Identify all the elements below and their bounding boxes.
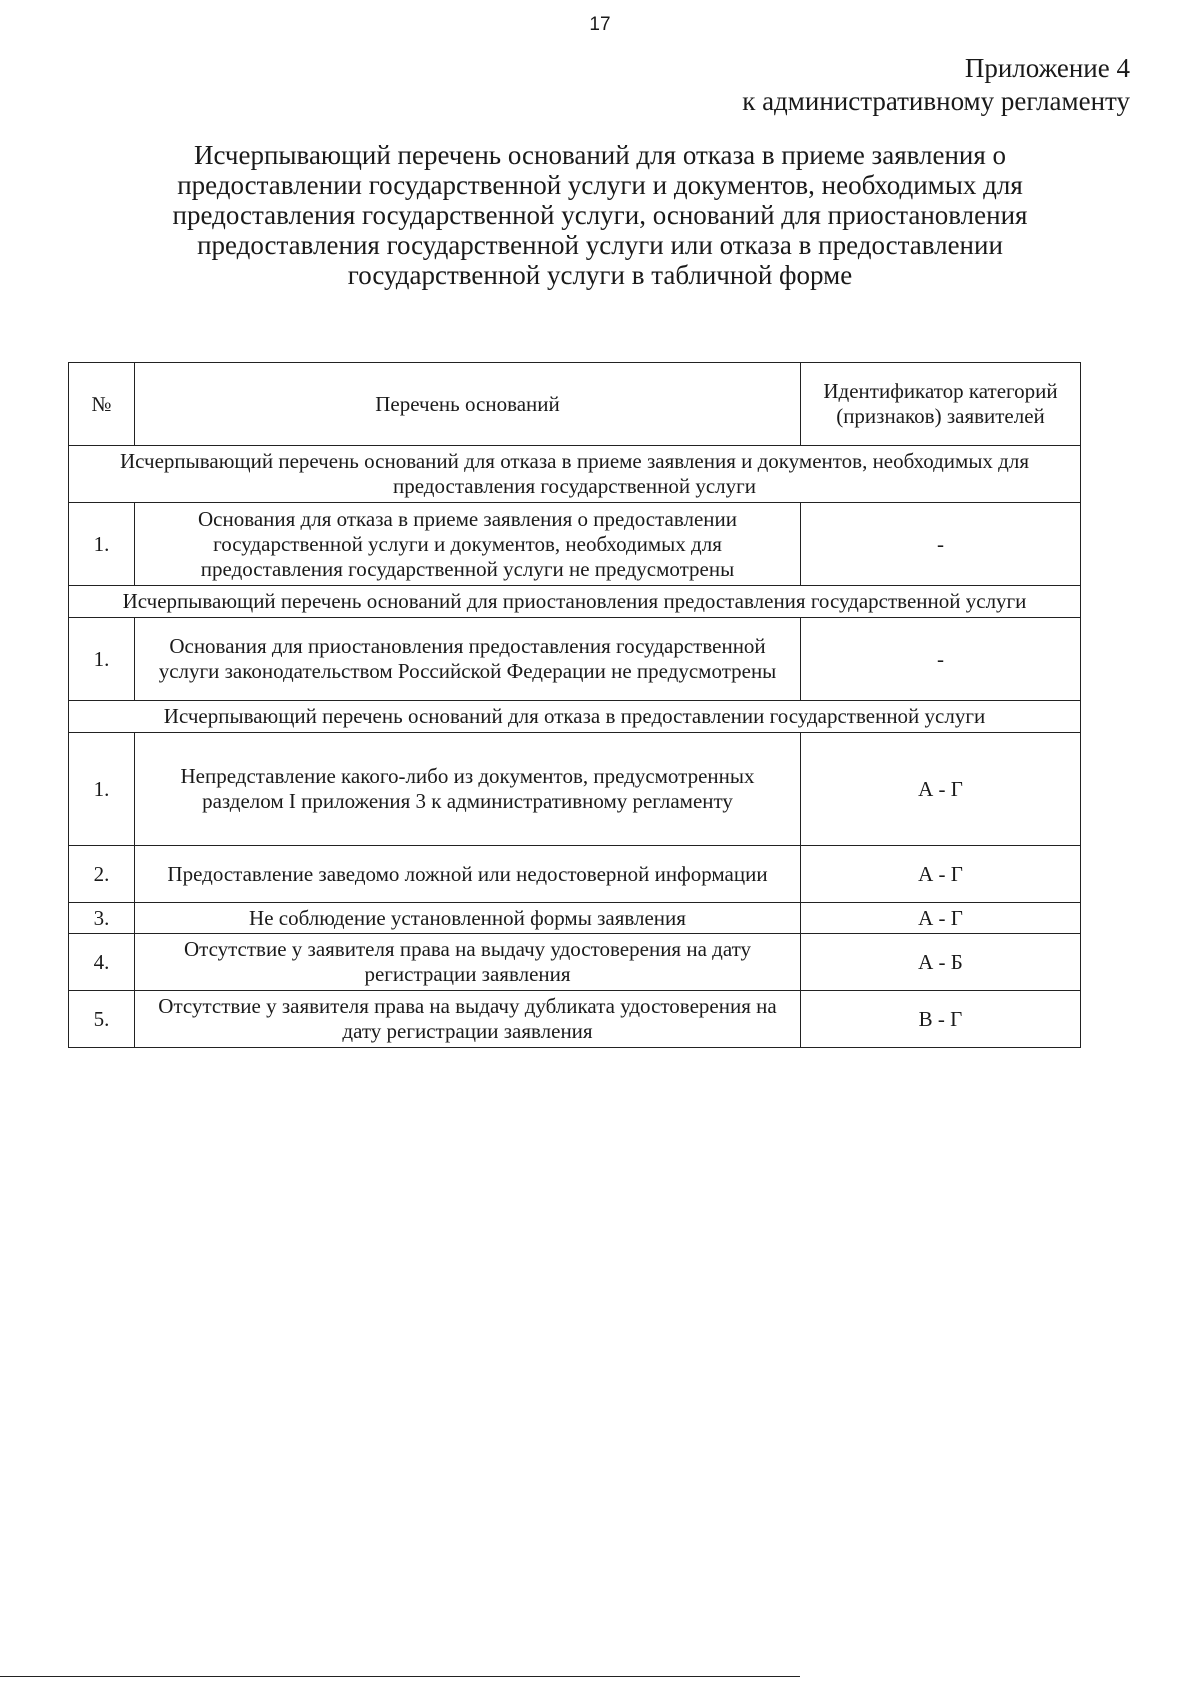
row-number: 1. — [69, 733, 135, 846]
table-row — [69, 934, 1081, 991]
table-row — [69, 846, 1081, 903]
page-number: 17 — [589, 14, 611, 35]
row-identifier: - — [801, 503, 1081, 586]
row-identifier: А - Г — [801, 903, 1081, 934]
table-row — [69, 503, 1081, 586]
section-title: Исчерпывающий перечень оснований для отказа в приеме заявления и документов, необходимых для предоставления государственной услуги — [69, 446, 1081, 503]
row-number: 5. — [69, 991, 135, 1048]
row-number: 4. — [69, 934, 135, 991]
table-header-row — [69, 363, 1081, 446]
row-identifier: В - Г — [801, 991, 1081, 1048]
table-row — [69, 903, 1081, 934]
row-identifier: А - Б — [801, 934, 1081, 991]
section-header-row — [69, 701, 1081, 733]
row-text: Основания для отказа в приеме заявления о предоставлении государственной услуги и документов, необходимых для предоставления государственной услуги не предусмотрены — [135, 503, 801, 586]
row-text: Непредставление какого-либо из документов, предусмотренных разделом I приложения 3 к административному регламенту — [135, 733, 801, 846]
row-identifier: - — [801, 618, 1081, 701]
appendix-line-2: к административному регламенту — [742, 86, 1130, 116]
header-identifier: Идентификатор категорий (признаков) заявителей — [801, 363, 1081, 446]
section-title: Исчерпывающий перечень оснований для приостановления предоставления государственной услуги — [69, 586, 1081, 618]
bottom-divider — [0, 1676, 800, 1677]
header-reasons: Перечень оснований — [135, 363, 801, 446]
header-number: № — [69, 363, 135, 446]
section-header-row — [69, 446, 1081, 503]
appendix-line-1: Приложение 4 — [964, 53, 1130, 83]
section-header-row — [69, 586, 1081, 618]
reasons-table — [68, 362, 1081, 1048]
row-identifier: А - Г — [801, 733, 1081, 846]
row-text: Не соблюдение установленной формы заявления — [135, 903, 801, 934]
table-row — [69, 618, 1081, 701]
document-title: Исчерпывающий перечень оснований для отказа в приеме заявления о предоставлении государственной услуги и документов, необходимых для предоставления государственной услуги, оснований для приостановления предоставления государственной услуги или отказа в предоставлении государственной услуги в табличной форме — [172, 140, 1028, 290]
reasons-table-container — [68, 362, 1080, 1048]
row-number: 3. — [69, 903, 135, 934]
row-text: Отсутствие у заявителя права на выдачу удостоверения на дату регистрации заявления — [135, 934, 801, 991]
row-number: 1. — [69, 503, 135, 586]
row-number: 2. — [69, 846, 135, 903]
row-number: 1. — [69, 618, 135, 701]
table-row — [69, 733, 1081, 846]
table-row — [69, 991, 1081, 1048]
row-text: Предоставление заведомо ложной или недостоверной информации — [135, 846, 801, 903]
row-text: Основания для приостановления предоставления государственной услуги законодательством Российской Федерации не предусмотрены — [135, 618, 801, 701]
row-text: Отсутствие у заявителя права на выдачу дубликата удостоверения на дату регистрации заявления — [135, 991, 801, 1048]
section-title: Исчерпывающий перечень оснований для отказа в предоставлении государственной услуги — [69, 701, 1081, 733]
appendix-note — [742, 52, 1130, 118]
row-identifier: А - Г — [801, 846, 1081, 903]
